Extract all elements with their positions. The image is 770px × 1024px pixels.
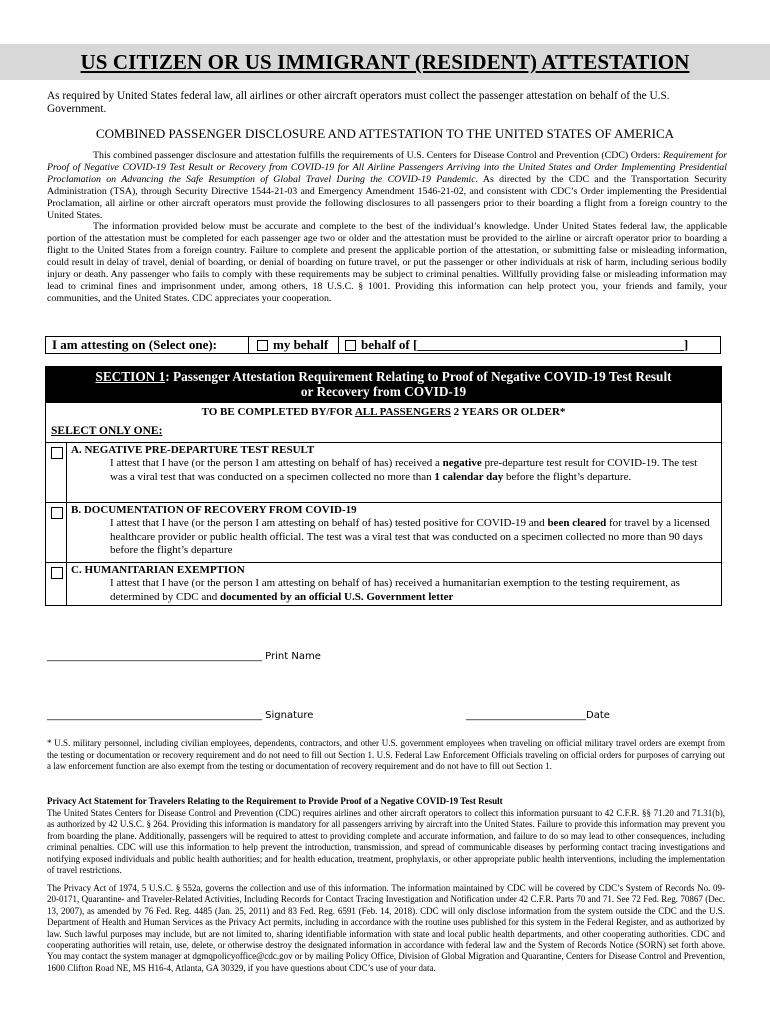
- privacy-act-paragraph-2: The Privacy Act of 1974, 5 U.S.C. § 552a, governs the collection and use of this information. The information maintained by CDC will be covered by CDC’s System of Records No. 09-20-0171, Quarantine- and Traveler-Related Activities, Including Records for Contact Tracing Investigation and Notification under 42 C.F.R. Parts 70 and 71. See 72 Fed. Reg. 70867 (Dec. 13, 2007), as amended by 76 Fed. Reg. 4485 (Jan. 25, 2011) and 83 Fed. Reg. 6591 (Feb. 14, 2018). CDC will only disclose information from the system outside the CDC and the U.S. Department of Health and Human Services as the Privacy Act permits, including in accordance with the routine uses published for this system in the Federal Register, and as authorized by law. Such lawful purposes may include, but are not limited to, sharing identifiable information with state and local public health departments, and other cooperating authorities. CDC and cooperating authorities will retain, use, delete, or otherwise destroy the designated information in accordance with federal law and the System of Records Notice (SORN) set forth above. You may contact the system manager at dgmqpolicyoffice@cdc.gov or by mailing Policy Office, Division of Global Migration and Quarantine, Centers for Disease Control and Prevention, 1600 Clifton Road NE, MS H16-4, Atlanta, GA 30329, if you have questions about CDC’s use of your data.: [47, 883, 725, 973]
- section-1-label: SECTION 1: [95, 369, 166, 384]
- my-behalf-option[interactable]: [249, 337, 339, 353]
- p1-start: This combined passenger disclosure and attestation fulfills the requirements of U.S. Centers for Disease Control and Prevention (CDC) Orders:: [93, 150, 663, 161]
- option-b-text: [110, 517, 716, 558]
- privacy-act-paragraph-1: The United States Centers for Disease Control and Prevention (CDC) requires airlines and other aircraft operators to collect this information pursuant to 42 C.F.R. §§ 71.20 and 71.31(b), as authorized by 42 U.S.C. § 264. Providing this information is mandatory for all passengers arriving by aircraft into the United States. Failure to provide this information may prevent you from boarding the plane. Additionally, passengers will be required to attest to providing complete and accurate information, and failure to do so may lead to other consequences, including criminal penalties. CDC will use this information to help prevent the introduction, transmission, and spread of communicable diseases by performing contact tracing investigations and notifying exposed individuals and public health authorities; and for health education, treatment, prophylaxis, or other appropriate public health interventions, including the implementation of travel restrictions.: [47, 808, 725, 876]
- option-c-checkbox-cell: [46, 563, 67, 605]
- attesting-label: I am attesting on (Select one):: [46, 337, 249, 353]
- option-b-checkbox[interactable]: [51, 507, 63, 519]
- option-b-text-2: for travel by a licensed healthcare provider or public health official. The test was a viral test that was conducted on a specimen collected no more than 90 days before the flight’s departure: [110, 517, 710, 556]
- option-a-text-1: I attest that I have (or the person I am attesting on behalf of has) received a: [110, 457, 443, 469]
- option-c-checkbox[interactable]: [51, 567, 63, 579]
- option-b-bold-1: been cleared: [547, 517, 607, 529]
- my-behalf-checkbox[interactable]: [257, 340, 268, 351]
- section-1-heading: [46, 367, 721, 403]
- privacy-act-title: Privacy Act Statement for Travelers Relating to the Requirement to Provide Proof of a Negative COVID-19 Test Result: [47, 796, 503, 806]
- option-b-row: [46, 502, 721, 562]
- behalf-of-field[interactable]: behalf of [_________________________________________]: [361, 337, 689, 352]
- option-a-bold-1: negative: [442, 457, 482, 469]
- option-b-title: B. DOCUMENTATION OF RECOVERY FROM COVID-19: [71, 504, 357, 516]
- disclosure-paragraph-1: [47, 150, 727, 221]
- behalf-of-option[interactable]: [339, 337, 720, 353]
- option-b-text-1: I attest that I have (or the person I am attesting on behalf of has) tested positive for COVID-19 and: [110, 517, 548, 529]
- my-behalf-label: my behalf: [273, 337, 329, 352]
- option-c-title: C. HUMANITARIAN EXEMPTION: [71, 564, 245, 576]
- disclosure-paragraph-2: The information provided below must be accurate and complete to the best of the individual’s knowledge. Under United States federal law, the applicable portion of the attestation must be completed for each passenger age two or older and the attestation must be provided to the airline or aircraft operator prior to boarding a flight to the United States from a foreign country. Failure to complete and present the applicable portion of the attestation, or submitting false or misleading information, could result in delay of travel, denial of boarding, or denial of boarding on future travel, or put the passenger or other individuals at risk of harm, including serious bodily injury or death. Any passenger who fails to comply with these requirements may be subject to criminal penalties. Willfully providing false or misleading information may lead to criminal fines and imprisonment under, among others, 18 U.S.C. § 1001. Providing this information can help protect you, your friends and family, your communities, and the United States. CDC appreciates your cooperation.: [47, 221, 727, 304]
- option-a-text-3: before the flight’s departure.: [503, 470, 632, 483]
- disclosure-body: [47, 150, 727, 305]
- date-line[interactable]: ________________________Date: [466, 710, 610, 721]
- signature-line[interactable]: ___________________________________________ Signature: [47, 710, 314, 721]
- p1-italic-orders: Requirement for Proof of Negative COVID-19 Test Result or Recovery from COVID-19 for All Airline Passengers Arriving into the United States and Order Implementing Presidential Proclamation on Advancing the Safe Resumption of Global Travel During the COVID-19 Pandemic.: [47, 150, 727, 185]
- attesting-on-row: [45, 336, 721, 354]
- option-c-row: [46, 562, 721, 605]
- option-b-checkbox-cell: [46, 503, 67, 562]
- section-1-heading-line1: : Passenger Attestation Requirement Relating to Proof of Negative COVID-19 Test Result: [165, 369, 672, 384]
- option-a-bold-2: 1 calendar day: [434, 470, 504, 483]
- section-1-box: [45, 366, 722, 606]
- subheading-pre: TO BE COMPLETED BY/FOR: [201, 406, 355, 418]
- behalf-of-checkbox[interactable]: [345, 340, 356, 351]
- select-only-one-label: SELECT ONLY ONE:: [51, 425, 163, 437]
- option-a-text-2: pre-departure test result for COVID-19. The test was a viral test that was conducted on a specimen collected no more than: [110, 457, 698, 483]
- option-a-checkbox-cell: [46, 443, 67, 502]
- combined-disclosure-heading: COMBINED PASSENGER DISCLOSURE AND ATTESTATION TO THE UNITED STATES OF AMERICA: [95, 126, 675, 141]
- subheading-all-passengers: ALL PASSENGERS: [354, 406, 451, 418]
- section-1-heading-line2: or Recovery from COVID-19: [300, 383, 467, 399]
- option-a-checkbox[interactable]: [51, 447, 63, 459]
- section-1-subheading: [46, 406, 721, 420]
- subheading-post: 2 YEARS OR OLDER*: [450, 406, 566, 418]
- option-c-text: [110, 577, 716, 604]
- intro-text: As required by United States federal law, all airlines or other aircraft operators must collect the passenger attestation on behalf of the U.S. Government.: [47, 90, 670, 115]
- option-a-row: [46, 442, 721, 502]
- p1-end: As directed by the CDC and the Transportation Security Administration (TSA), through Security Directive 1544-21-03 and Emergency Amendment 1546-21-02, and consistent with CDC’s Order implementing the Presidential Proclamation, all airline or other aircraft operators must provide the following disclosures to all passengers prior to their boarding a flight from a foreign country to the United States.: [47, 173, 727, 221]
- military-exemption-footnote: * U.S. military personnel, including civilian employees, dependents, contractors, and other U.S. government employees when traveling on official military travel orders are exempt from the testing or documentation or recovery requirement and do not need to fill out Section 1. U.S. Federal Law Enforcement Officials traveling on official orders for purposes of carrying out a law enforcement function are also exempt from the testing or documentation of recovery requirement and do not have to fill out Section 1.: [47, 738, 725, 771]
- option-a-text: [110, 457, 716, 484]
- option-c-bold-1: documented by an official U.S. Government letter: [219, 590, 454, 603]
- page-title: US CITIZEN OR US IMMIGRANT (RESIDENT) ATTESTATION: [80, 50, 690, 74]
- option-a-title: A. NEGATIVE PRE-DEPARTURE TEST RESULT: [71, 444, 315, 456]
- print-name-line[interactable]: ___________________________________________ Print Name: [47, 651, 321, 662]
- option-c-text-1: I attest that I have (or the person I am attesting on behalf of has) received a humanitarian exemption to the testing requirement, as determined by CDC and: [110, 577, 680, 603]
